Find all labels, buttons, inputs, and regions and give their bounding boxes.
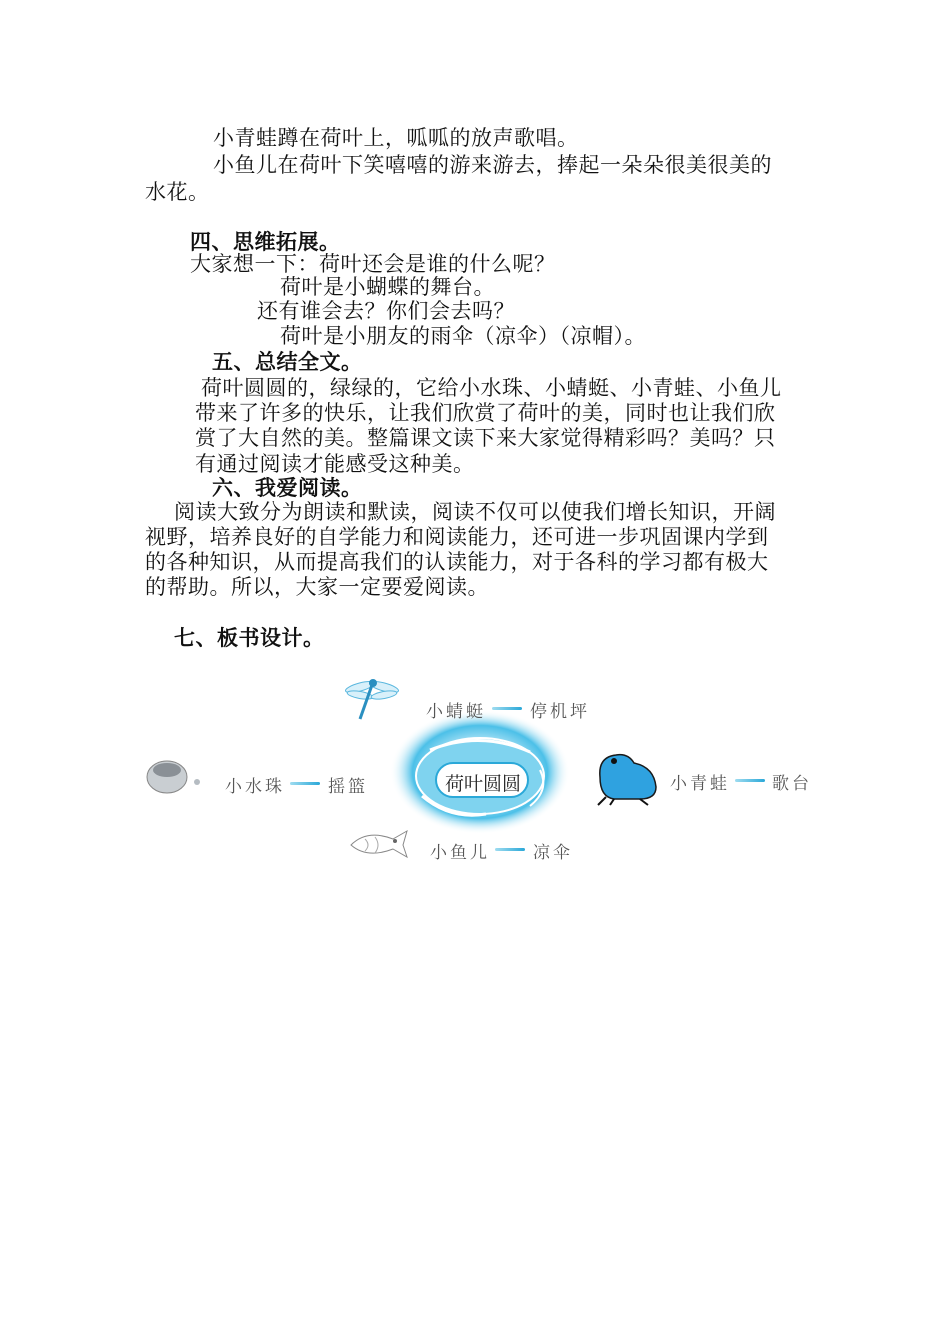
water-drop-icon: [145, 757, 205, 797]
fish-label: 小鱼儿: [430, 843, 490, 863]
connector-line: [290, 782, 320, 785]
connector-line: [735, 779, 765, 782]
paragraph-line: 视野，培养良好的自学能力和阅读能力，还可进一步巩固课内学到: [145, 525, 769, 549]
paragraph-line: 赏了大自然的美。整篇课文读下来大家觉得精彩吗？美吗？只: [195, 426, 776, 450]
section-heading-7: 七、板书设计。: [174, 626, 325, 650]
section-heading-6: 六、我爱阅读。: [212, 476, 363, 500]
section-heading-5: 五、总结全文。: [212, 350, 363, 374]
paragraph-line: 的帮助。所以，大家一定要爱阅读。: [145, 575, 489, 599]
fish-role: 凉伞: [533, 843, 573, 863]
center-label: 荷叶圆圆: [445, 773, 522, 795]
frog-role: 歌台: [772, 774, 812, 794]
paragraph-line: 的各种知识，从而提高我们的认读能力，对于各科的学习都有极大: [145, 550, 769, 574]
water-drop-role: 摇篮: [328, 777, 368, 797]
paragraph-line: 带来了许多的快乐，让我们欣赏了荷叶的美，同时也让我们欣: [195, 401, 776, 425]
connector-line: [495, 848, 525, 851]
frog-label: 小青蛙: [670, 774, 730, 794]
paragraph-line: 水花。: [145, 180, 210, 204]
dragonfly-role: 停机坪: [530, 702, 590, 722]
paragraph-line: 小青蛙蹲在荷叶上，呱呱的放声歌唱。: [213, 126, 579, 150]
paragraph-line: 荷叶圆圆的，绿绿的，它给小水珠、小蜻蜓、小青蛙、小鱼儿: [201, 376, 782, 400]
paragraph-line: 阅读大致分为朗读和默读，阅读不仅可以使我们增长知识，开阔: [174, 500, 776, 524]
paragraph-line: 还有谁会去？你们会去吗？: [257, 299, 515, 323]
paragraph-line: 荷叶是小朋友的雨伞（凉伞）（凉帽）。: [280, 324, 646, 348]
dragonfly-label: 小蜻蜓: [426, 702, 486, 722]
paragraph-line: 大家想一下：荷叶还会是谁的什么呢？: [190, 252, 556, 276]
frog-icon: [592, 747, 660, 807]
connector-line: [492, 707, 522, 710]
paragraph-line: 小鱼儿在荷叶下笑嘻嘻的游来游去，捧起一朵朵很美很美的: [213, 153, 772, 177]
paragraph-line: 荷叶是小蝴蝶的舞台。: [280, 275, 495, 299]
paragraph-line: 有通过阅读才能感受这种美。: [195, 452, 475, 476]
dragonfly-icon: [342, 673, 402, 723]
water-drop-label: 小水珠: [225, 777, 285, 797]
section-heading-4: 四、思维拓展。: [190, 230, 341, 254]
blackboard-design: [140, 665, 820, 875]
fish-icon: [345, 825, 411, 861]
